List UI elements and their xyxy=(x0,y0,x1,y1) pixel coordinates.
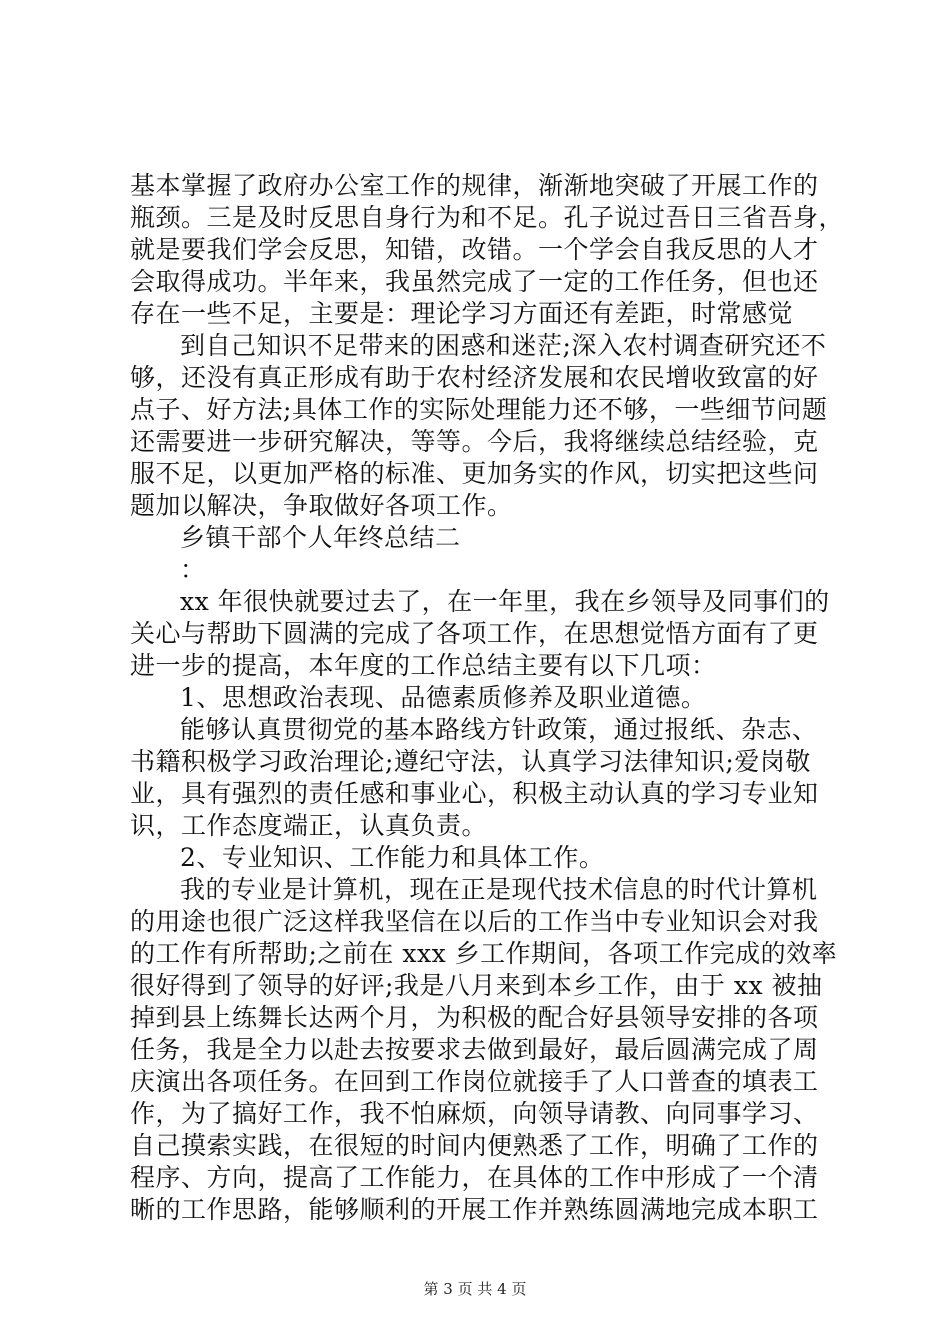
text-line: 能够认真贯彻党的基本路线方针政策，通过报纸、杂志、 xyxy=(180,715,818,744)
text-line: 题加以解决，争取做好各项工作。 xyxy=(130,491,513,520)
text-line: 我的专业是计算机，现在正是现代技术信息的时代计算机 xyxy=(180,875,818,904)
text-line: 够，还没有真正形成有助于农村经济发展和农民增收致富的好 xyxy=(130,363,819,392)
text-line: 掉到县上练舞长达两个月，为积极的配合好县领导安排的各项 xyxy=(130,1003,819,1032)
list-heading: 1、思想政治表现、品德素质修养及职业道德。 xyxy=(180,683,707,712)
page-number-footer: 第 3 页 共 4 页 xyxy=(423,1280,527,1298)
text-line: 庆演出各项任务。在回到工作岗位就接手了人口普查的填表工 xyxy=(130,1067,819,1096)
text-line: 程序、方向，提高了工作能力，在具体的工作中形成了一个清 xyxy=(130,1163,819,1192)
text-line: 关心与帮助下圆满的完成了各项工作，在思想觉悟方面有了更 xyxy=(130,619,819,648)
text-line: 晰的工作思路，能够顺利的开展工作并熟练圆满地完成本职工 xyxy=(130,1195,819,1224)
text-line: 进一步的提高，本年度的工作总结主要有以下几项： xyxy=(130,651,717,680)
text-line: ： xyxy=(180,555,206,584)
text-line: 就是要我们学会反思，知错，改错。一个学会自我反思的人才 xyxy=(130,235,819,264)
text-line: 服不足，以更加严格的标准、更加务实的作风，切实把这些问 xyxy=(130,459,819,488)
text-line: 业，具有强烈的责任感和事业心，积极主动认真的学习专业知 xyxy=(130,779,819,808)
list-heading: 2、专业知识、工作能力和具体工作。 xyxy=(180,843,605,872)
text-line: 存在一些不足，主要是：理论学习方面还有差距，时常感觉 xyxy=(130,299,794,328)
text-line: 到自己知识不足带来的困惑和迷茫;深入农村调查研究还不 xyxy=(180,331,827,360)
text-line: 作，为了搞好工作，我不怕麻烦，向领导请教、向同事学习、 xyxy=(130,1099,819,1128)
text-line: 自己摸索实践，在很短的时间内便熟悉了工作，明确了工作的 xyxy=(130,1131,819,1160)
text-line: 还需要进一步研究解决，等等。今后，我将继续总结经验，克 xyxy=(130,427,819,456)
text-line: 会取得成功。半年来，我虽然完成了一定的工作任务，但也还 xyxy=(130,267,819,296)
body-text xyxy=(130,170,845,1226)
text-line: 点子、好方法;具体工作的实际处理能力还不够，一些细节问题 xyxy=(130,395,828,424)
section-heading: 乡镇干部个人年终总结二 xyxy=(180,523,461,552)
text-line: 识，工作态度端正，认真负责。 xyxy=(130,811,488,840)
text-line: xx 年很快就要过去了，在一年里，我在乡领导及同事们的 xyxy=(180,587,830,616)
text-line: 很好得到了领导的好评;我是八月来到本乡工作，由于 xx 被抽 xyxy=(130,971,823,1000)
text-line: 书籍积极学习政治理论;遵纪守法，认真学习法律知识;爱岗敬 xyxy=(130,747,811,776)
text-line: 的工作有所帮助;之前在 xxx 乡工作期间，各项工作完成的效率 xyxy=(130,939,838,968)
text-line: 基本掌握了政府办公室工作的规律，渐渐地突破了开展工作的 xyxy=(130,171,819,200)
text-line: 的用途也很广泛这样我坚信在以后的工作当中专业知识会对我 xyxy=(130,907,819,936)
text-line: 瓶颈。三是及时反思自身行为和不足。孔子说过吾日三省吾身， xyxy=(130,203,845,232)
text-line: 任务，我是全力以赴去按要求去做到最好，最后圆满完成了周 xyxy=(130,1035,819,1064)
